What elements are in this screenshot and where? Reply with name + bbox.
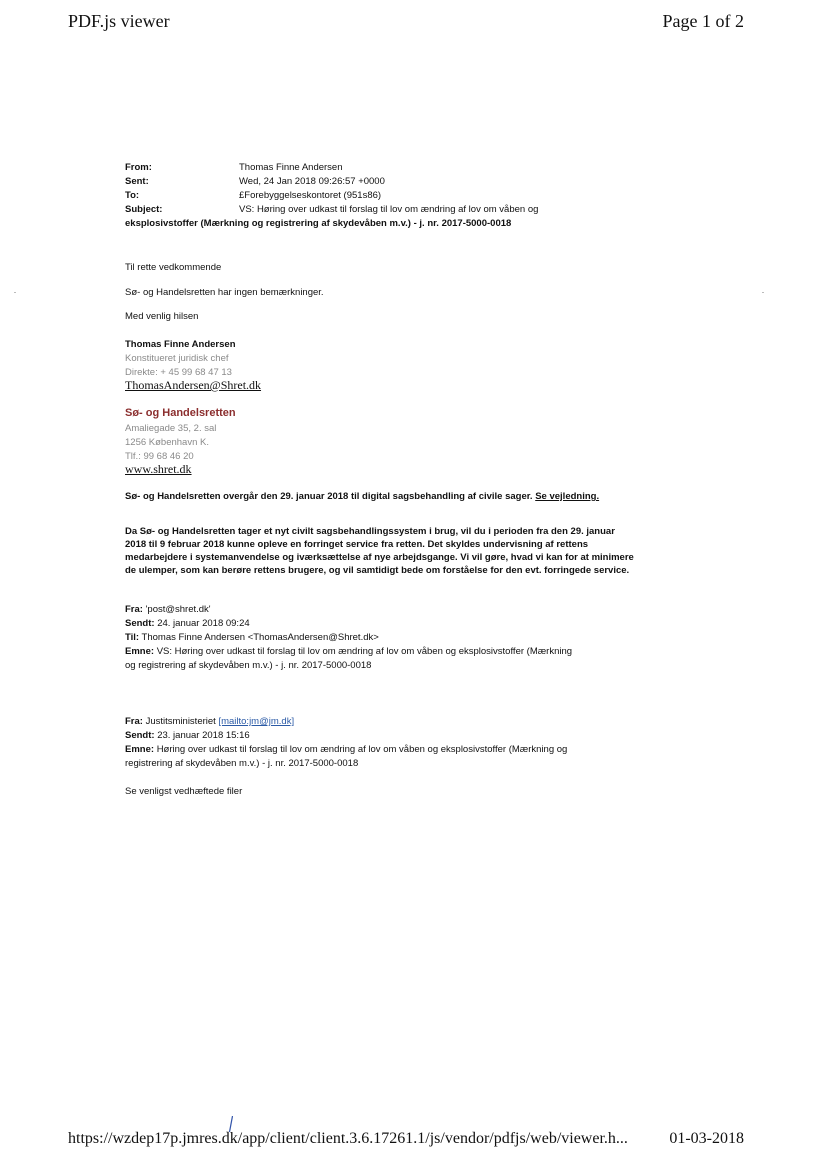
forward1-from-label: Fra:: [125, 604, 143, 615]
greeting: Til rette vedkommende: [125, 262, 222, 273]
print-footer-url: https://wzdep17p.jmres.dk/app/client/client.3.6.17261.1/js/vendor/pdfjs/web/viewer.h...: [68, 1130, 628, 1147]
signature-website-link[interactable]: www.shret.dk: [125, 462, 192, 476]
forward1-sent: [125, 617, 250, 631]
closing: Med venlig hilsen: [125, 311, 199, 322]
notice-digital-text: Sø- og Handelsretten overgår den 29. januar 2018 til digital sagsbehandling af civile sager.: [125, 491, 533, 502]
to-label: To:: [125, 190, 140, 201]
signature-address-1: Amaliegade 35, 2. sal: [125, 423, 217, 434]
forward2-subject-line-1: Høring over udkast til forslag til lov om ændring af lov om våben og eksplosivstoffer (Mærkning og: [156, 744, 568, 755]
to-value: £Forebyggelseskontoret (951s86): [239, 190, 382, 201]
subject-line-1: VS: Høring over udkast til forslag til lov om ændring af lov om våben og: [239, 204, 539, 215]
signature-title: Konstitueret juridisk chef: [125, 353, 229, 364]
forward2-subject-label: Emne:: [125, 744, 155, 755]
forward2-from-label: Fra:: [125, 716, 143, 727]
subject-line-2: eksplosivstoffer (Mærkning og registrering af skydevåben m.v.) - j. nr. 2017-5000-0018: [125, 218, 512, 229]
forward2-sent: [125, 729, 250, 743]
notice-digital-transition: [125, 490, 635, 503]
forward2-sent-value: 23. januar 2018 15:16: [157, 730, 250, 741]
scan-speck: [762, 292, 764, 293]
forward1-subject-line-2: og registrering af skydevåben m.v.) - j. nr. 2017-5000-0018: [125, 660, 372, 671]
forward1-subject: [125, 645, 572, 659]
signature-phone: Tlf.: 99 68 46 20: [125, 451, 194, 462]
forward1-to-value: Thomas Finne Andersen <ThomasAndersen@Shret.dk>: [141, 632, 379, 643]
forward1-from-value: 'post@shret.dk': [145, 604, 211, 615]
forward2-subject: [125, 743, 567, 757]
forward1-subject-line-1: VS: Høring over udkast til forslag til lov om ændring af lov om våben og eksplosivstoffer (Mærkning: [156, 646, 573, 657]
signature-court-name: Sø- og Handelsretten: [125, 407, 236, 419]
scan-speck: [14, 292, 16, 293]
signature-direct-phone: Direkte: + 45 99 68 47 13: [125, 367, 232, 378]
guide-link[interactable]: Se vejledning.: [535, 491, 600, 502]
body-text: Sø- og Handelsretten har ingen bemærkninger.: [125, 287, 324, 298]
from-label: From:: [125, 162, 152, 173]
sent-value: Wed, 24 Jan 2018 09:26:57 +0000: [239, 176, 385, 187]
subject-label: Subject:: [125, 204, 163, 215]
forward2-from: [125, 715, 294, 729]
forward2-subject-line-2: registrering af skydevåben m.v.) - j. nr. 2017-5000-0018: [125, 758, 359, 769]
forward1-to-label: Til:: [125, 632, 140, 643]
forward2-sent-label: Sendt:: [125, 730, 155, 741]
notice-service-disruption: Da Sø- og Handelsretten tager et nyt civilt sagsbehandlingssystem i brug, vil du i perioden fra den 29. januar 2018 til 9 februar 2018 kunne opleve en forringet service fra retten. Det skyldes undervisning af rettens medarbejdere i systemanvendelse og iværksættelse af nye arbejdsgange. Vi vil gøre, hvad vi kan for at minimere de ulemper, som kan berøre rettens brugere, og vil samtidigt bede om forståelse for den evt. forringede service.: [125, 526, 634, 576]
forward1-sent-label: Sendt:: [125, 618, 155, 629]
forward1-from: [125, 603, 211, 617]
forward1-subject-label: Emne:: [125, 646, 155, 657]
forward1-sent-value: 24. januar 2018 09:24: [157, 618, 250, 629]
print-header-title: PDF.js viewer: [68, 11, 170, 31]
forward1-to: [125, 631, 379, 645]
forward2-attachments-note: Se venligst vedhæftede filer: [125, 786, 243, 797]
print-footer-date: 01-03-2018: [669, 1130, 744, 1147]
signature-address-2: 1256 København K.: [125, 437, 209, 448]
print-header-page-number: Page 1 of 2: [662, 11, 744, 31]
from-value: Thomas Finne Andersen: [239, 162, 343, 173]
sent-label: Sent:: [125, 176, 149, 187]
signature-email-link[interactable]: ThomasAndersen@Shret.dk: [125, 378, 262, 392]
forward2-from-value: Justitsministeriet: [145, 716, 216, 727]
signature-name: Thomas Finne Andersen: [125, 339, 236, 350]
forward2-mailto-link[interactable]: [mailto:jm@jm.dk]: [218, 716, 295, 727]
